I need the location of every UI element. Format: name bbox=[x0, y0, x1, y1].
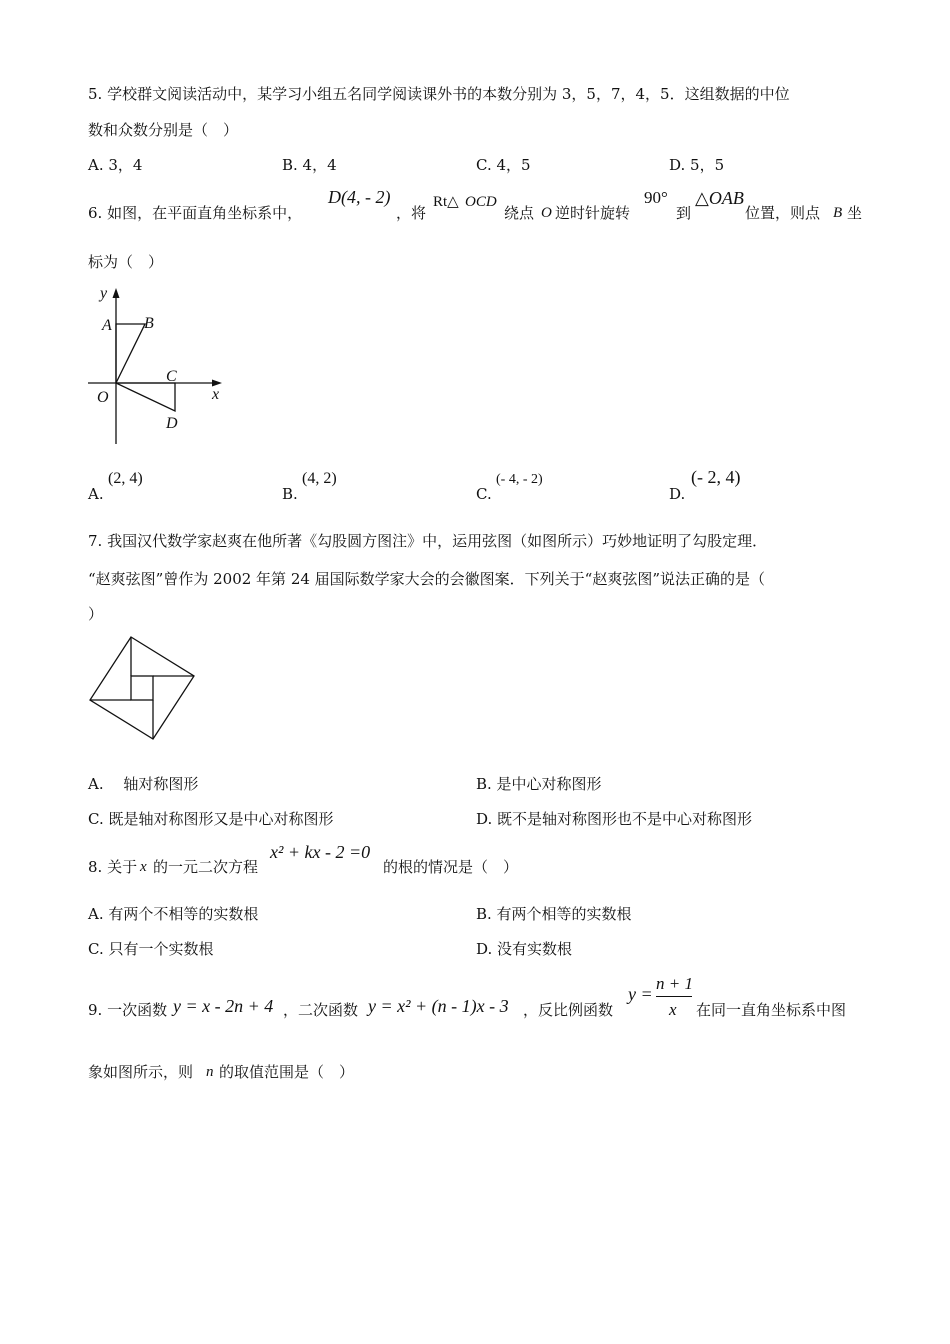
q6-ocd: OCD bbox=[465, 194, 497, 210]
triangle-ocd bbox=[116, 383, 175, 411]
inner-square bbox=[131, 676, 153, 700]
q8-option-c: C. 只有一个实数根 bbox=[88, 940, 214, 958]
q9-mid2: ，反比例函数 bbox=[523, 1001, 614, 1019]
q7-option-c: C. 既是轴对称图形又是中心对称图形 bbox=[88, 810, 334, 828]
q9-n: n bbox=[206, 1064, 214, 1080]
q8-suffix: 的根的情况是（ ） bbox=[383, 858, 519, 876]
q9-suffix: 在同一直角坐标系中图 bbox=[696, 1001, 847, 1019]
triangle-oab bbox=[116, 324, 145, 383]
label-c: C bbox=[166, 368, 177, 385]
q8-option-b: B. 有两个相等的实数根 bbox=[476, 905, 632, 923]
y-axis-arrow bbox=[113, 288, 120, 298]
q6-mid1: ，将 bbox=[396, 204, 427, 222]
q9-line2-suffix: 的取值范围是（ ） bbox=[219, 1063, 355, 1081]
q9-quadratic-function: y = x² + (n - 1)x - 3 bbox=[368, 996, 509, 1016]
q9-fraction-numerator: n + 1 bbox=[656, 974, 693, 993]
q8-prefix: 8. 关于 bbox=[88, 858, 138, 876]
label-o: O bbox=[97, 389, 109, 406]
q6-prefix: 6. 如图，在平面直角坐标系中， bbox=[88, 204, 303, 222]
q9-linear-function: y = x - 2n + 4 bbox=[173, 996, 274, 1016]
label-d: D bbox=[166, 415, 178, 432]
q6-mid5: 位置，则点 bbox=[745, 204, 821, 222]
q9-prefix: 9. 一次函数 bbox=[88, 1001, 168, 1019]
q7-line2: “赵爽弦图”曾作为 2002 年第 24 届国际数学家大会的会徽图案．下列关于“赵爽弦图”说法正确的是（ bbox=[88, 570, 766, 588]
q7-option-d: D. 既不是轴对称图形也不是中心对称图形 bbox=[476, 810, 753, 828]
q8-mid: 的一元二次方程 bbox=[153, 858, 259, 876]
q8-option-d: D. 没有实数根 bbox=[476, 940, 573, 958]
q6-point-d: D(4, - 2) bbox=[328, 187, 391, 207]
q6-o: O bbox=[541, 205, 552, 221]
q6-option-d-value: (- 2, 4) bbox=[691, 467, 741, 487]
q8-x: x bbox=[140, 859, 147, 875]
q6-option-b-value: (4, 2) bbox=[302, 470, 337, 487]
q6-mid2: 绕点 bbox=[504, 204, 535, 222]
q7-line1: 7. 我国汉代数学家赵爽在他所著《勾股圆方图注》中，运用弦图（如图所示）巧妙地证明了勾股定理． bbox=[88, 532, 768, 550]
q6-option-d-letter: D. bbox=[669, 485, 686, 503]
q5-line2: 数和众数分别是（ ） bbox=[88, 121, 239, 139]
q6-coordinate-figure bbox=[88, 282, 238, 452]
q7-option-a: A. 轴对称图形 bbox=[88, 775, 199, 793]
q6-option-a-value: (2, 4) bbox=[108, 470, 143, 487]
q6-mid3: 逆时针旋转 bbox=[555, 204, 631, 222]
zhao-shuang-string-diagram bbox=[86, 633, 198, 745]
q6-option-c-letter: C. bbox=[476, 485, 492, 503]
q5-option-d: D. 5，5 bbox=[669, 156, 725, 174]
outer-square bbox=[90, 637, 194, 739]
q6-b: B bbox=[833, 205, 843, 221]
q6-mid6: 坐 bbox=[847, 204, 863, 222]
q9-fraction-denominator: x bbox=[669, 1000, 677, 1019]
q6-line2: 标为（ ） bbox=[88, 253, 164, 271]
q6-oab: △OAB bbox=[695, 188, 744, 208]
q5-option-c: C. 4，5 bbox=[476, 156, 531, 174]
q6-option-a-letter: A. bbox=[88, 485, 104, 503]
q9-fraction-lhs: y = bbox=[628, 984, 653, 1004]
q7-option-b: B. 是中心对称图形 bbox=[476, 775, 602, 793]
q5-option-a: A. 3，4 bbox=[88, 156, 143, 174]
q8-equation: x² + kx - 2 =0 bbox=[270, 842, 371, 862]
label-a: A bbox=[102, 317, 112, 334]
q8-option-a: A. 有两个不相等的实数根 bbox=[88, 905, 259, 923]
q6-degrees: 90° bbox=[644, 188, 668, 207]
q5-line1: 5. 学校群文阅读活动中，某学习小组五名同学阅读课外书的本数分别为 3，5，7，4，5．这组数据的中位 bbox=[88, 85, 790, 103]
label-x: x bbox=[212, 386, 220, 403]
q6-option-c-value: (- 4, - 2) bbox=[496, 472, 543, 487]
q6-rt: Rt△ bbox=[433, 194, 459, 210]
q5-option-b: B. 4，4 bbox=[282, 156, 337, 174]
q6-option-b-letter: B. bbox=[282, 485, 298, 503]
label-b: B bbox=[144, 315, 154, 332]
q9-line2-prefix: 象如图所示，则 bbox=[88, 1063, 194, 1081]
q9-mid1: ，二次函数 bbox=[283, 1001, 359, 1019]
q9-fraction-bar bbox=[656, 996, 692, 997]
label-y: y bbox=[100, 285, 108, 302]
q7-line3: ） bbox=[88, 605, 104, 623]
q6-mid4: 到 bbox=[676, 204, 692, 222]
